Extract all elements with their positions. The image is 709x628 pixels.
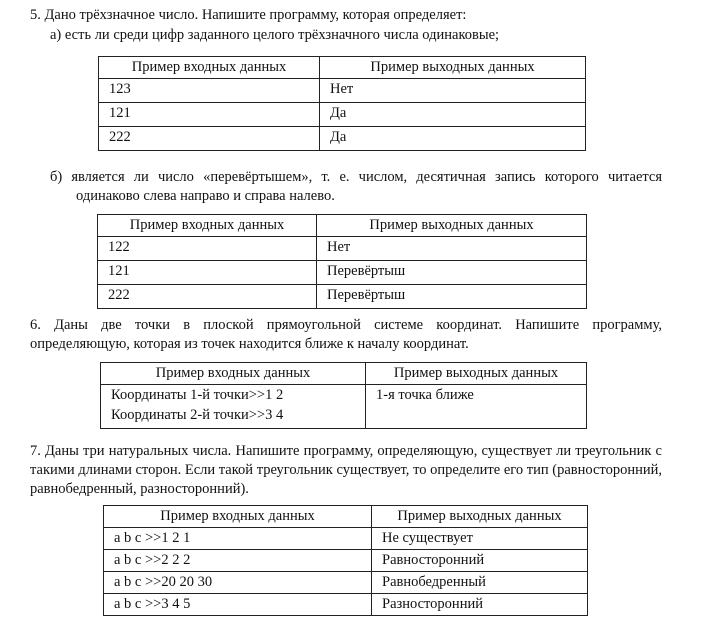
table-cell: 121 <box>98 261 317 285</box>
table-5a <box>98 56 586 151</box>
task5-heading: 5. Дано трёхзначное число. Напишите программу, которая определяет: <box>30 7 467 23</box>
table-cell: a b c >>1 2 1 <box>104 528 372 550</box>
table-row <box>99 79 586 103</box>
table-row <box>99 103 586 127</box>
table-cell: 222 <box>98 285 317 309</box>
table-cell: Да <box>320 127 586 151</box>
table-row <box>104 528 588 550</box>
table-row <box>99 127 586 151</box>
table-row <box>98 261 587 285</box>
table-header: Пример выходных данных <box>366 363 587 385</box>
table-header: Пример входных данных <box>104 506 372 528</box>
task6-text: 6. Даны две точки в плоской прямоугольной системе координат. Напишите программу, определяющую, которая из точек находится ближе к началу координат. <box>30 317 662 352</box>
input-line: Координаты 2-й точки>>3 4 <box>111 407 284 423</box>
table-6 <box>100 362 587 429</box>
table-cell: Перевёртыш <box>317 261 587 285</box>
table-cell: 121 <box>99 103 320 127</box>
table-header: Пример выходных данных <box>317 215 587 237</box>
table-cell: Нет <box>320 79 586 103</box>
table-cell: Нет <box>317 237 587 261</box>
table-header: Пример входных данных <box>98 215 317 237</box>
table-row <box>98 285 587 309</box>
table-header: Пример входных данных <box>99 57 320 79</box>
table-cell: a b c >>3 4 5 <box>104 594 372 616</box>
table-cell: Не существует <box>372 528 588 550</box>
table-cell <box>101 385 366 429</box>
table-cell: Равносторонний <box>372 550 588 572</box>
table-row <box>98 237 587 261</box>
table-cell: 123 <box>99 79 320 103</box>
table-5b <box>97 214 587 309</box>
task5-part-a: а) есть ли среди цифр заданного целого трёхзначного числа одинаковые; <box>50 27 500 43</box>
table-header: Пример выходных данных <box>372 506 588 528</box>
table-row <box>101 385 587 429</box>
table-cell: Да <box>320 103 586 127</box>
task5-part-b: б) является ли число «перевёртышем», т. е. числом, десятичная запись которого читается одинаково слева направо и справа налево. <box>50 169 662 204</box>
table-cell: 122 <box>98 237 317 261</box>
input-line: Координаты 1-й точки>>1 2 <box>111 387 284 403</box>
table-header: Пример входных данных <box>101 363 366 385</box>
table-row <box>104 550 588 572</box>
table-cell: 222 <box>99 127 320 151</box>
table-header: Пример выходных данных <box>320 57 586 79</box>
table-cell: Перевёртыш <box>317 285 587 309</box>
table-row <box>104 572 588 594</box>
task7-text: 7. Даны три натуральных числа. Напишите программу, определяющую, существует ли треугольник с такими длинами сторон. Если такой треугольник существует, то определите его тип (равносторонний, равнобедренный, разносторонний). <box>30 443 662 497</box>
table-cell: a b c >>2 2 2 <box>104 550 372 572</box>
table-cell: 1-я точка ближе <box>366 385 587 429</box>
table-row <box>104 594 588 616</box>
table-cell: Равнобедренный <box>372 572 588 594</box>
table-7 <box>103 505 588 616</box>
table-cell: Разносторонний <box>372 594 588 616</box>
table-cell: a b c >>20 20 30 <box>104 572 372 594</box>
